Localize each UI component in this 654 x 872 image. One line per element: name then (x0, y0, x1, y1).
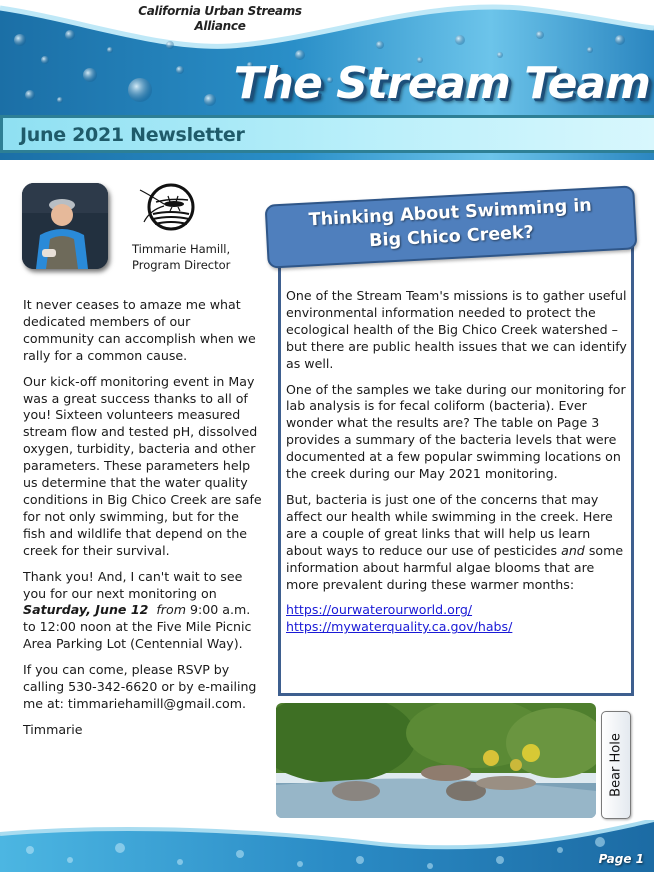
water-bubbles-footer (0, 820, 654, 872)
event-details: 9:00 a.m. to 12:00 noon at the Five Mile Picnic Area Parking Lot (Centennial Way). (23, 602, 252, 652)
page-number: Page 1 (598, 852, 644, 866)
organization-name-line1: California Urban Streams (138, 4, 302, 18)
letter-signature: Timmarie (23, 721, 83, 737)
feature-paragraph-1: One of the Stream Team's missions is to gather useful environmental information needed to protect the ecological health of the Big Chico Creek watershed – but there are public health issues that we can identify as well. (286, 288, 627, 371)
link-ourwaterourworld[interactable]: https://ourwaterourworld.org/ (286, 602, 473, 618)
photo-caption-tab (601, 711, 631, 819)
feature-p3-intro: But, bacteria is just one of the concerns that may affect our health while swimming in the creek. Here are a couple of great links that will help us learn about ways to reduce our use of pesticides (286, 491, 613, 558)
director-photo (22, 183, 108, 269)
issue-title: June 2021 Newsletter (20, 124, 245, 146)
letter-paragraph-1: It never ceases to amaze me what dedicated members of our community can accomplish when we rally for a common cause. (23, 297, 256, 363)
director-letter (23, 297, 265, 748)
masthead (0, 0, 654, 160)
newsletter-title: The Stream Team (233, 58, 650, 109)
feature-links (286, 602, 630, 636)
feature-paragraph-3 (286, 492, 630, 593)
organization-name-line2: Alliance (194, 19, 246, 33)
event-from: from (156, 602, 186, 618)
letter-paragraph-4: If you can come, please RSVP by calling 530-342-6620 or by e-mailing me at: timmariehamill@gmail.com. (23, 662, 257, 711)
director-name: Timmarie Hamill, (132, 242, 231, 256)
feature-p3-rest: some information about harmful algae blooms that are more prevalent during these warmer months: (286, 542, 624, 592)
director-caption (132, 241, 230, 273)
feature-p3-and: and (561, 542, 585, 558)
letter-paragraph-3 (23, 569, 265, 654)
letter-p3-intro: Thank you! And, I can't wait to see you for our next monitoring on (23, 568, 243, 601)
issue-band (0, 115, 654, 153)
feature-paragraph-2: One of the samples we take during our monitoring for lab analysis is for fecal coliform (bacteria). Ever wonder what the results are? The table on Page 3 provides a summary of the bacteria levels that were documented at a few popular swimming locations on the creek during our May 2021 monitoring. (286, 381, 626, 482)
feature-title-line2: Big Chico Creek? (368, 222, 535, 252)
photo-caption: Bear Hole (608, 733, 624, 797)
feature-body (286, 288, 630, 645)
feature-title-line1: Thinking About Swimming in (308, 195, 593, 231)
director-role: Program Director (132, 258, 231, 272)
creek-landscape-image (276, 703, 596, 818)
stonefly-logo-icon (138, 180, 198, 235)
feature-title (267, 191, 635, 258)
letter-paragraph-2: Our kick-off monitoring event in May was a great success thanks to all of you! Sixteen volunteers measured stream flow and tested pH, dissolved oxygen, turbidity, bacteria and other parameters. These parameters help us determine that the water quality conditions in Big Chico Creek are safe for not only swimming, but for the fish and wildlife that depend on the creek for their survival. (23, 373, 262, 558)
link-mywaterquality-habs[interactable]: https://mywaterquality.ca.gov/habs/ (286, 619, 513, 635)
event-date: Saturday, June 12 (23, 602, 149, 618)
person-photo-icon (22, 183, 108, 269)
organization-name (120, 4, 320, 34)
bear-hole-photo (276, 703, 596, 818)
